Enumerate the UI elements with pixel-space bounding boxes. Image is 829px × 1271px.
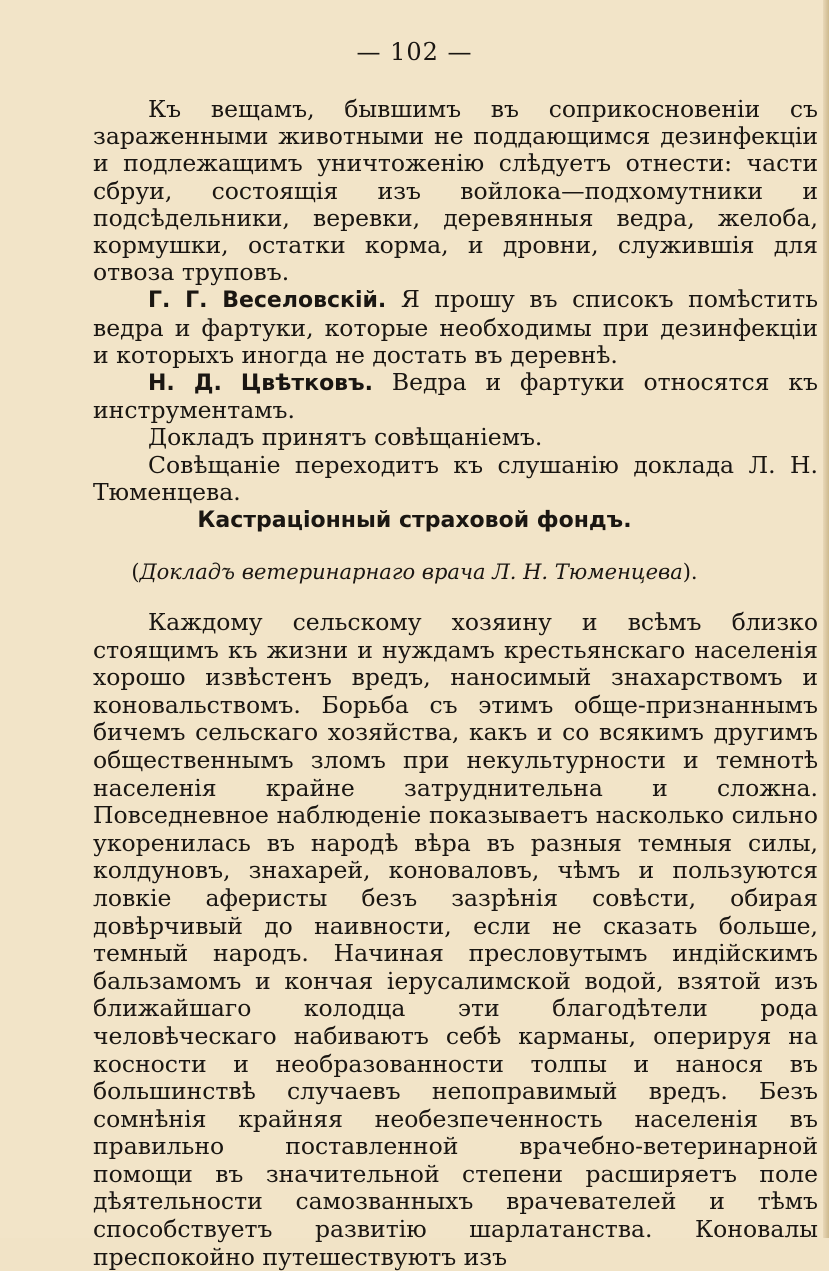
paragraph-next-report: Совѣщанiе переходитъ къ слушанiю доклада Л. Н. Тюменцева. (93, 450, 818, 506)
paragraph-report-accepted: Докладъ принятъ совѣщанiемъ. (148, 423, 543, 452)
speaker-text-veselovsky: Я прошу въ списокъ помѣстить ведра и фартуки, которые необходимы при дезинфекцiи и которыхъ иногда не достать въ деревнѣ. (93, 285, 818, 369)
paragraph-quackery: Каждому сельскому хозяину и всѣмъ близко стоящимъ къ жизни и нуждамъ крестьянскаго населенiя хорошо извѣстенъ вредъ, наносимый знахарствомъ и коновальствомъ. Борьба съ этимъ обще-признаннымъ бичемъ сельскаго хозяйства, какъ и со всякимъ другимъ общественнымъ зломъ при некультурности и темнотѣ населенiя крайне затруднительна и сложна. Повседневное наблюденiе показываетъ насколько сильно укоренилась въ народѣ вѣра въ разныя темныя силы, колдуновъ, знахарей, коноваловъ, чѣмъ и пользуются ловкiе аферисты безъ зазрѣнiя совѣсти, обирая довѣрчивый до наивности, если не сказать больше, темный народъ. Начиная пресловутымъ индiйскимъ бальзамомъ и кончая iерусалимской водой, взятой изъ ближайшаго колодца эти благодѣтели рода человѣческаго набиваютъ себѣ карманы, оперируя на косности и необразованности толпы и нанося въ большинствѣ случаевъ непоправимый вредъ. Безъ сомнѣнiя крайняя необезпеченность населенiя въ правильно поставленной врачебно-ветеринарной помощи въ значительной степени расширяетъ поле дѣятельности самозванныхъ врачевателей и тѣмъ способствуетъ развитiю шарлатанства. Коновалы преспокойно путешествуютъ изъ (93, 608, 818, 1271)
page-edge-shadow (823, 0, 829, 1238)
speaker-name-tsvetkov: Н. Д. Цвѣтковъ. (148, 371, 373, 397)
section-title: Кастрацiонный страховой фондъ. (197, 508, 632, 533)
paragraph-veselovsky (93, 286, 818, 369)
speaker-text-tsvetkov: Ведра и фартуки относятся къ инструментамъ. (93, 368, 818, 425)
subtitle-open-paren: ( (131, 560, 140, 584)
section-subtitle (0, 560, 829, 584)
discussion-block (93, 96, 818, 506)
subtitle-close-paren: ). (682, 560, 698, 584)
section-body (93, 609, 818, 1271)
paragraph-items-to-destroy: Къ вещамъ, бывшимъ въ соприкосновенiи съ зараженными животными не поддающимся дезинфекцiи и подлежащимъ уничтоженiю слѣдуетъ отнести: части сбруи, состоящiя изъ войлока—подхомутники и подсѣдельники, веревки, деревянныя ведра, желоба, кормушки, остатки корма, и дровни, служившiя для отвоза труповъ. (93, 95, 818, 287)
speaker-name-veselovsky: Г. Г. Веселовскiй. (148, 288, 387, 314)
paragraph-tsvetkov (93, 369, 818, 424)
subtitle-text: Докладъ ветеринарнаго врача Л. Н. Тюменцева (139, 560, 683, 584)
page-number: — 102 — (356, 38, 473, 66)
